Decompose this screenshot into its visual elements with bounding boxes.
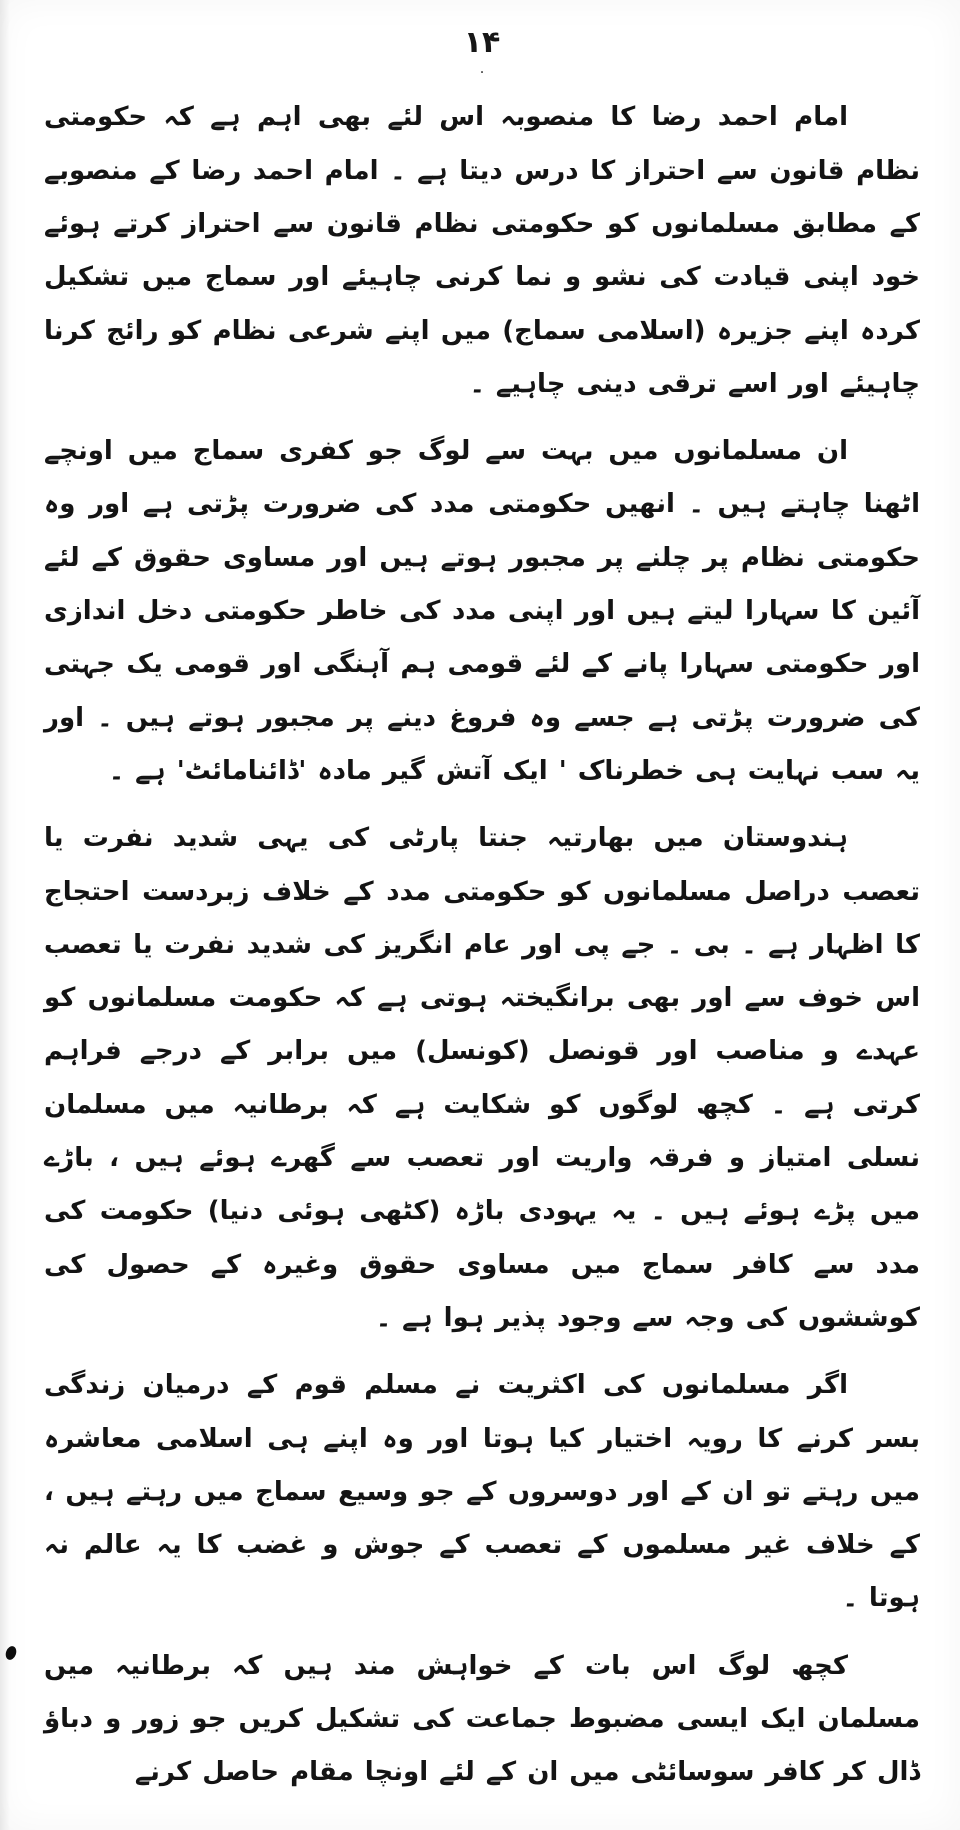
paragraph-5: کچھ لوگ اس بات کے خواہش مند ہیں کہ برطانیہ میں مسلمان ایک ایسی مضبوط جماعت کی تشکیل کریں جو زور و دباؤ ڈال کر کافر سوسائٹی میں ان کے لئے اونچا مقام حاصل کرنے	[44, 1650, 920, 1788]
paragraph-2: ان مسلمانوں میں بہت سے لوگ جو کفری سماج میں اونچے اٹھنا چاہتے ہیں ۔ انھیں حکومتی مدد کی ضرورت پڑتی ہے اور وہ حکومتی نظام پر چلنے پر مجبور ہوتے ہیں اور مساوی حقوق کے لئے آئین کا سہارا لیتے ہیں اور اپنی مدد کی خاطر حکومتی دخل اندازی اور حکومتی سہارا پانے کے لئے قومی ہم آہنگی اور قومی یک جہتی کی ضرورت پڑتی ہے جسے وہ فروغ دینے پر مجبور ہوتے ہیں ۔ اور یہ سب نہایت ہی خطرناک ' ایک آتش گیر مادہ 'ڈائنامائٹ' ہے ۔	[44, 436, 920, 786]
body-text	[44, 91, 920, 1799]
page-number: ۱۴	[463, 25, 501, 60]
paragraph-1: امام احمد رضا کا منصوبہ اس لئے بھی اہم ہے کہ حکومتی نظام قانون سے احتراز کا درس دیتا ہے ۔ امام احمد رضا کے منصوبے کے مطابق مسلمانوں کو حکومتی نظام قانون سے احتراز کرتے ہوئے خود اپنی قیادت کی نشو و نما کرنی چاہیئے اور سماج میں تشکیل کردہ اپنے جزیرہ (اسلامی سماج) میں اپنے شرعی نظام کو رائج کرنا چاہیئے اور اسے ترقی دینی چاہیے ۔	[44, 102, 920, 399]
scan-artifact-speck	[4, 1644, 18, 1661]
paragraph-3: ہندوستان میں بھارتیہ جنتا پارٹی کی یہی شدید نفرت یا تعصب دراصل مسلمانوں کو حکومتی مدد کے خلاف زبردست احتجاج کا اظہار ہے ۔ بی ۔ جے پی اور عام انگریز کی شدید نفرت یا تعصب اس خوف سے اور بھی برانگیختہ ہوتی ہے کہ حکومت مسلمانوں کو عہدے و مناصب اور قونصل (کونسل) میں برابر کے درجے فراہم کرتی ہے ۔ کچھ لوگوں کو شکایت ہے کہ برطانیہ میں مسلمان نسلی امتیاز و فرقہ واریت اور تعصب سے گھرے ہوئے ہیں ، باڑے میں پڑے ہوئے ہیں ۔ یہ یہودی باڑہ (کٹھی ہوئی دنیا) حکومت کی مدد سے کافر سماج میں مساوی حقوق وغیرہ کے حصول کی کوششوں کی وجہ سے وجود پذیر ہوا ہے ۔	[44, 823, 920, 1333]
page-number-mark: ٠	[478, 65, 486, 80]
scan-edge-shade	[0, 0, 10, 1830]
paragraph-4: اگر مسلمانوں کی اکثریت نے مسلم قوم کے درمیان زندگی بسر کرنے کا رویہ اختیار کیا ہوتا اور وہ اپنے ہی اسلامی معاشرہ میں رہتے تو ان کے اور دوسروں کے جو وسیع سماج میں رہتے ہیں ، کے خلاف غیر مسلموں کے تعصب کے جوش و غضب کا یہ عالم نہ ہوتا ۔	[44, 1370, 920, 1614]
